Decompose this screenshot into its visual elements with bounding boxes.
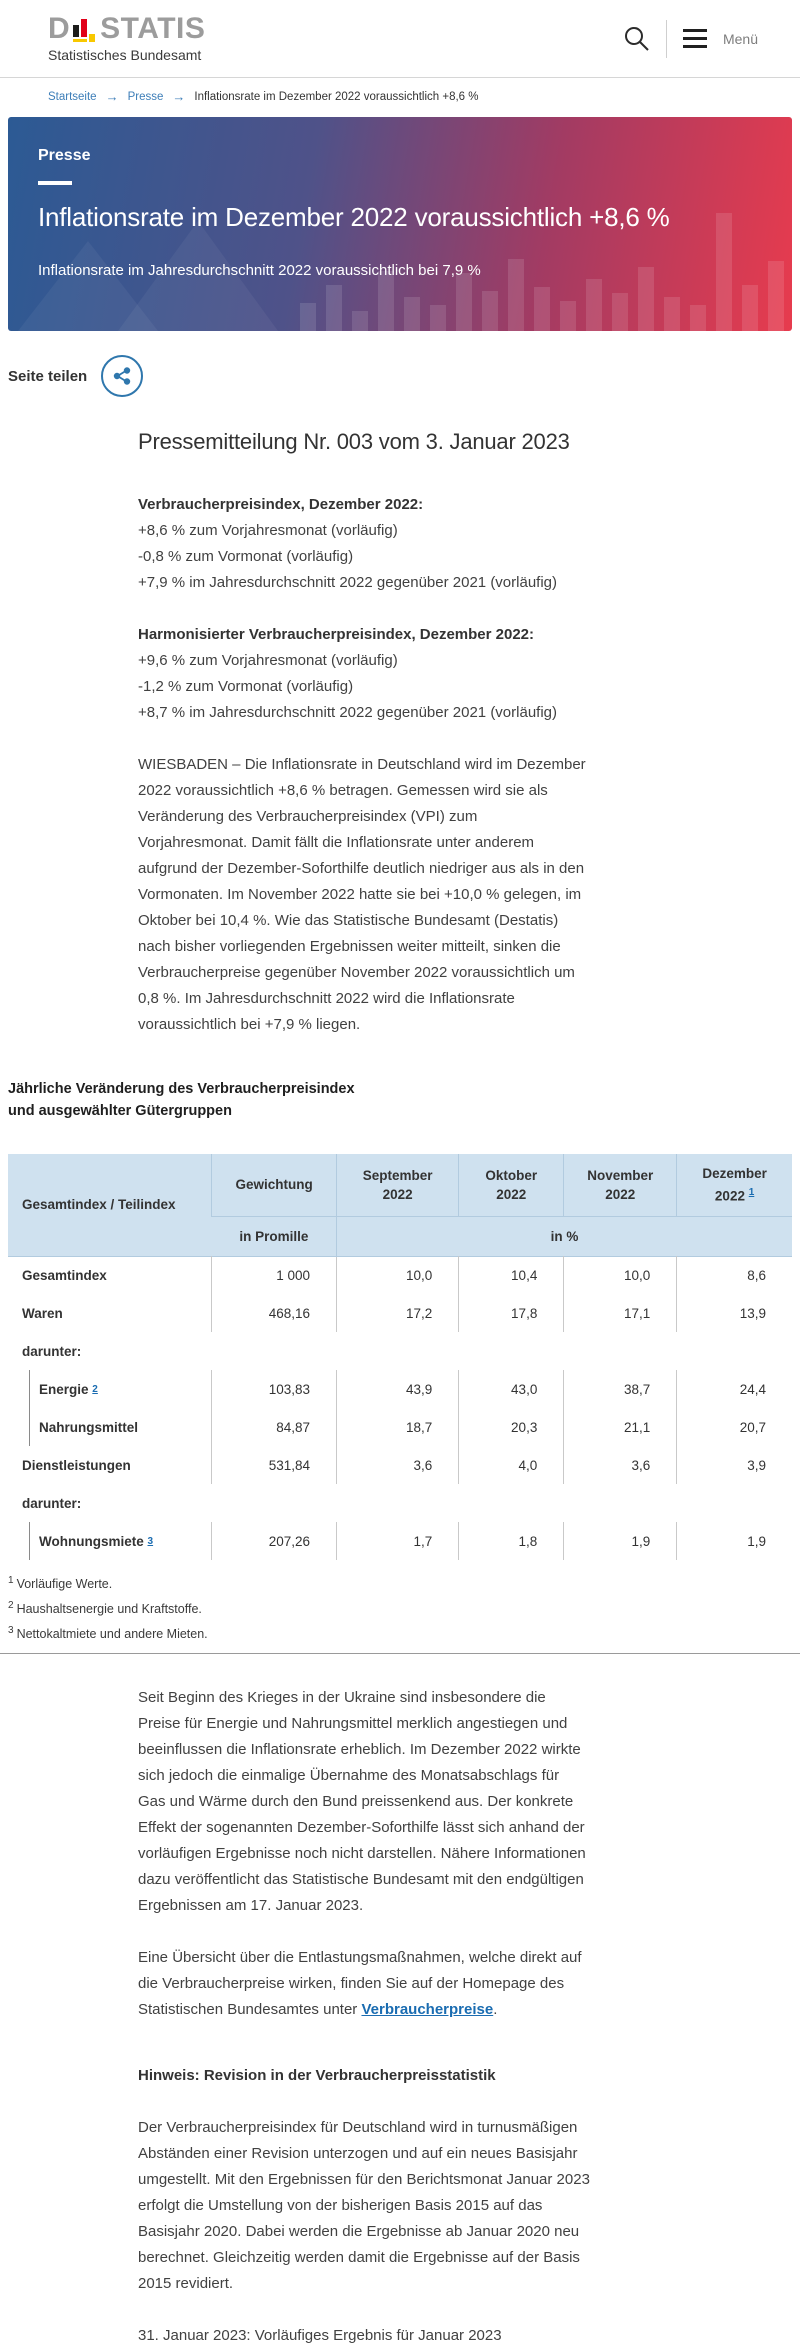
site-header [0,0,800,78]
column-header-weight: Gewichtung [212,1154,337,1216]
hero-kicker: Presse [38,147,91,164]
breadcrumb-arrow-icon: → [172,89,186,104]
column-header-september: September 2022 [336,1154,458,1216]
menu-label[interactable]: Menü [722,30,758,47]
table-row-dienstleistungen: Dienstleistungen 531,84 3,6 4,0 3,6 3,9 [8,1446,792,1484]
share-button[interactable] [101,355,143,397]
table-row-waren: Waren 468,16 17,2 17,8 17,1 13,9 [8,1294,792,1332]
hinweis-heading: Hinweis: Revision in der Verbraucherpreisstatistik [138,2067,496,2085]
footnote-2-link[interactable]: 2 [92,1383,98,1395]
intro-paragraph: WIESBADEN – Die Inflationsrate in Deutschland wird im Dezember 2022 voraussichtlich +8,6 % betragen. Gemessen wird sie als Veränderung des Verbraucherpreisindex (VPI) zum Vorjahresmonat. Damit fällt die Inflationsrate unter anderem aufgrund der Dezember-Soforthilfe deutlich niedriger aus als in den Vormonaten. Im November 2022 hatte sie bei +10,0 % gelegen, im Oktober bei 10,4 %. Wie das Statistische Bundesamt (Destatis) nach bisher vorliegenden Ergebnissen weiter mitteilt, sinken die Verbraucherpreise gegenüber November 2022 voraussichtlich um 0,8 %. Im Jahresdurchschnitt 2022 wird die Inflationsrate voraussichtlich bei +7,9 % liegen. [138,756,586,1033]
vpi-table-section [8,1078,792,1560]
vpi-summary-block [138,492,590,596]
hamburger-menu-icon[interactable] [683,29,707,48]
column-header-oktober: Oktober 2022 [459,1154,564,1216]
breadcrumb-arrow-icon: → [105,89,119,104]
vpi-line: +7,9 % im Jahresdurchschnitt 2022 gegenüber 2021 (vorläufig) [138,574,558,591]
table-row-gesamtindex: Gesamtindex 1 000 10,0 10,4 10,0 8,6 [8,1256,792,1294]
footnote: $^1$ Vorläufige Werte. [8,1575,113,1592]
vpi-line: -0,8 % zum Vormonat (vorläufig) [138,548,354,565]
press-release-content [138,429,590,1038]
column-header-dezember: Dezember 2022 $^1$ [677,1154,792,1216]
logo-letters-statis: STATIS [100,11,206,45]
table-row-wohnungsmiete: Wohnungsmiete 3 207,26 1,7 1,8 1,9 1,9 [8,1522,792,1560]
destatis-logo[interactable] [48,11,206,63]
breadcrumb-current-page: Inflationsrate im Dezember 2022 voraussichtlich +8,6 % [194,90,479,103]
table-title: Jährliche Veränderung des Verbraucherpreisindex und ausgewählter Gütergruppen [8,1081,355,1119]
breadcrumb-presse[interactable]: Presse [127,90,164,103]
revision-paragraph: Der Verbraucherpreisindex für Deutschland wird in turnusmäßigen Abständen einer Revision unterzogen und auf ein neues Basisjahr umgestellt. Mit den Ergebnissen für den Berichtsmonat Januar 2023 erfolgt die Umstellung von der bisherigen Basis 2015 auf das Basisjahr 2020. Dabei werden die Ergebnisse ab Januar 2020 neu berechnet. Gleichzeitig werden damit die Ergebnisse auf der Basis 2015 revidiert. [138,2119,590,2293]
logo-barchart-icon [73,16,97,42]
logo-letter-d: D [48,11,71,45]
hero-banner [8,117,792,331]
breadcrumb-startseite[interactable]: Startseite [48,90,97,103]
termin-line: 31. Januar 2023: Vorläufiges Ergebnis für Januar 2023 [138,2327,502,2345]
footnote: $^3$ Nettokaltmiete und andere Mieten. [8,1625,208,1642]
hvpi-line: +9,6 % zum Vorjahresmonat (vorläufig) [138,652,398,669]
hero-subtitle: Inflationsrate im Jahresdurchschnitt 2022 voraussichtlich bei 7,9 % [38,262,481,279]
column-header-november: November 2022 [564,1154,677,1216]
table-row-darunter: darunter: [22,1495,82,1511]
vpi-line: +8,6 % zum Vorjahresmonat (vorläufig) [138,522,398,539]
ukraine-paragraph: Seit Beginn des Krieges in der Ukraine sind insbesondere die Preise für Energie und Nahrungsmittel merklich angestiegen und beeinflussen die Inflationsrate erheblich. Im Dezember 2022 wirkte sich jedoch die einmalige Übernahme des Monatsabschlags für Gas und Wärme durch den Bund preissenkend aus. Der konkrete Effekt der sogenannten Dezember-Soforthilfe lässt sich anhand der vorläufigen Ergebnisse noch nicht darstellen. Nähere Informationen dazu veröffentlicht das Statistische Bundesamt mit den endgültigen Ergebnissen am 17. Januar 2023. [138,1689,586,1915]
search-icon[interactable] [623,25,650,52]
header-divider [666,20,667,58]
lower-content [138,1685,590,2349]
unit-header-promille: in Promille [212,1216,337,1256]
hero-dash [38,181,72,185]
hvpi-line: +8,7 % im Jahresdurchschnitt 2022 gegenüber 2021 (vorläufig) [138,704,558,721]
unit-header-percent: in % [336,1216,792,1256]
entlastung-paragraph: Eine Übersicht über die Entlastungsmaßnahmen, welche direkt auf die Verbraucherpreise wirken, finden Sie auf der Homepage des Statistischen Bundesamtes unter Verbraucherpreise. [138,1949,582,2019]
vpi-heading: Verbraucherpreisindex, Dezember 2022: [138,496,424,513]
footnote-3-link[interactable]: 3 [147,1535,154,1547]
press-release-heading: Pressemitteilung Nr. 003 vom 3. Januar 2023 [138,429,570,454]
footnote: $^2$ Haushaltsenergie und Kraftstoffe. [8,1600,202,1617]
share-label: Seite teilen [8,367,88,385]
logo-subtitle: Statistisches Bundesamt [48,46,202,63]
verbraucherpreise-link[interactable]: Verbraucherpreise [361,2001,494,2019]
table-footnotes [8,1570,800,1645]
column-header-index: Gesamtindex / Teilindex [8,1154,212,1256]
table-row-energie: Energie 2 103,83 43,9 43,0 38,7 24,4 [8,1370,792,1408]
share-row [8,355,800,397]
table-row-darunter: darunter: [22,1343,82,1359]
hvpi-line: -1,2 % zum Vormonat (vorläufig) [138,678,354,695]
page-title: Inflationsrate im Dezember 2022 voraussichtlich +8,6 % [38,202,670,232]
hvpi-heading: Harmonisierter Verbraucherpreisindex, Dezember 2022: [138,626,535,643]
vpi-change-table [8,1154,792,1560]
footnote-1-link[interactable]: 1 [748,1187,755,1198]
share-nodes-icon [112,366,132,386]
breadcrumb [0,78,800,113]
table-row-nahrungsmittel: Nahrungsmittel 84,87 18,7 20,3 21,1 20,7 [8,1408,792,1446]
section-divider [0,1653,800,1654]
hvpi-summary-block [138,622,590,726]
